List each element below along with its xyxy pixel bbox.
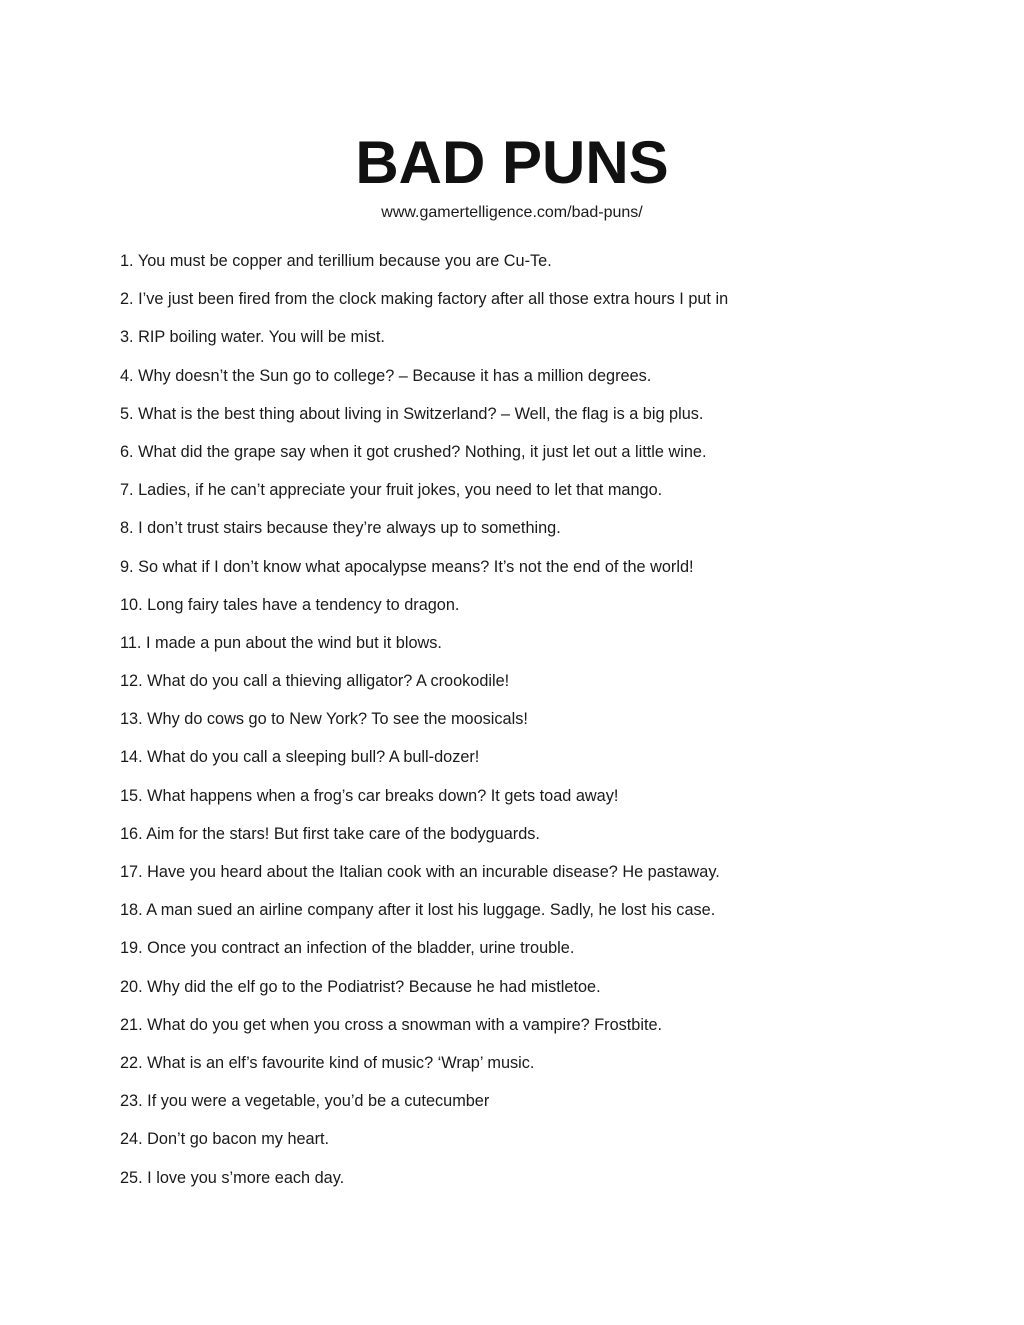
item-text: Have you heard about the Italian cook with an incurable disease? He pastaway. [147, 863, 720, 881]
item-text: Why did the elf go to the Podiatrist? Because he had mistletoe. [147, 977, 601, 996]
item-text: If you were a vegetable, you’d be a cutecumber [147, 1092, 490, 1111]
item-text: Once you contract an infection of the bladder, urine trouble. [147, 939, 575, 958]
list-item [120, 479, 900, 517]
item-number: 18. [120, 901, 143, 920]
list-item [120, 632, 900, 670]
item-number: 17. [120, 863, 143, 881]
item-number: 8. [120, 519, 134, 538]
list-item [120, 1090, 900, 1128]
item-number: 15. [120, 786, 143, 805]
list-item [120, 1128, 900, 1166]
list-item [120, 250, 900, 288]
item-text: Don’t go bacon my heart. [147, 1130, 330, 1149]
item-number: 16. [120, 824, 143, 843]
item-text: I made a pun about the wind but it blows. [145, 633, 442, 652]
list-item [120, 441, 900, 479]
item-number: 22. [120, 1053, 143, 1072]
item-text: What did the grape say when it got crushed? Nothing, it just let out a little wine. [138, 442, 707, 461]
page-title: BAD PUNS [355, 129, 669, 196]
item-number: 19. [120, 939, 143, 958]
pun-list [120, 250, 900, 1205]
list-item [120, 288, 900, 326]
item-number: 7. [120, 481, 134, 500]
item-number: 25. [120, 1168, 143, 1187]
list-item [120, 326, 900, 364]
item-text: What happens when a frog’s car breaks down? It gets toad away! [147, 786, 619, 805]
item-text: What do you call a thieving alligator? A crookodile! [147, 672, 510, 691]
list-item [120, 1167, 900, 1205]
list-item [120, 1014, 900, 1052]
item-number: 20. [120, 977, 143, 996]
item-number: 23. [120, 1092, 143, 1111]
item-text: RIP boiling water. You will be mist. [138, 328, 385, 347]
item-number: 4. [120, 366, 134, 385]
item-text: What is an elf’s favourite kind of music? ‘Wrap’ music. [147, 1053, 535, 1072]
source-url: www.gamertelligence.com/bad-puns/ [381, 204, 643, 221]
item-text: You must be copper and terillium because you are Cu-Te. [137, 252, 552, 270]
item-number: 11. [120, 633, 142, 652]
item-text: Why doesn’t the Sun go to college? – Because it has a million degrees. [138, 366, 652, 385]
list-item [120, 670, 900, 708]
list-item [120, 365, 900, 403]
item-number: 9. [120, 557, 134, 576]
list-item [120, 556, 900, 594]
item-text: Long fairy tales have a tendency to dragon. [147, 595, 460, 614]
item-number: 13. [120, 710, 143, 729]
item-number: 1. [120, 252, 134, 270]
list-item [120, 403, 900, 441]
item-number: 5. [120, 404, 134, 423]
list-item [120, 976, 900, 1014]
list-item [120, 517, 900, 555]
item-number: 6. [120, 442, 134, 461]
item-number: 3. [120, 328, 134, 347]
item-text: What is the best thing about living in Switzerland? – Well, the flag is a big plus. [138, 404, 704, 423]
list-item [120, 746, 900, 784]
list-item [120, 861, 900, 899]
item-number: 24. [120, 1130, 143, 1149]
item-text: Why do cows go to New York? To see the moosicals! [147, 710, 528, 729]
list-item [120, 708, 900, 746]
list-item [120, 937, 900, 975]
item-text: So what if I don’t know what apocalypse means? It’s not the end of the world! [138, 557, 694, 576]
item-text: I’ve just been fired from the clock making factory after all those extra hours I put in [138, 290, 729, 309]
list-item [120, 823, 900, 861]
list-item [120, 594, 900, 632]
list-item [120, 899, 900, 937]
item-text: I love you s’more each day. [147, 1168, 345, 1187]
item-text: A man sued an airline company after it lost his luggage. Sadly, he lost his case. [146, 901, 716, 920]
item-text: Aim for the stars! But first take care of the bodyguards. [146, 824, 540, 843]
item-text: Ladies, if he can’t appreciate your fruit jokes, you need to let that mango. [138, 481, 663, 500]
item-number: 10. [120, 595, 143, 614]
list-item [120, 1052, 900, 1090]
item-text: I don’t trust stairs because they’re always up to something. [138, 519, 561, 538]
item-number: 2. [120, 290, 134, 309]
item-number: 21. [120, 1015, 143, 1034]
list-item [120, 785, 900, 823]
item-number: 14. [120, 748, 143, 767]
item-text: What do you call a sleeping bull? A bull-dozer! [147, 748, 480, 767]
item-text: What do you get when you cross a snowman with a vampire? Frostbite. [147, 1015, 663, 1034]
item-number: 12. [120, 672, 143, 691]
